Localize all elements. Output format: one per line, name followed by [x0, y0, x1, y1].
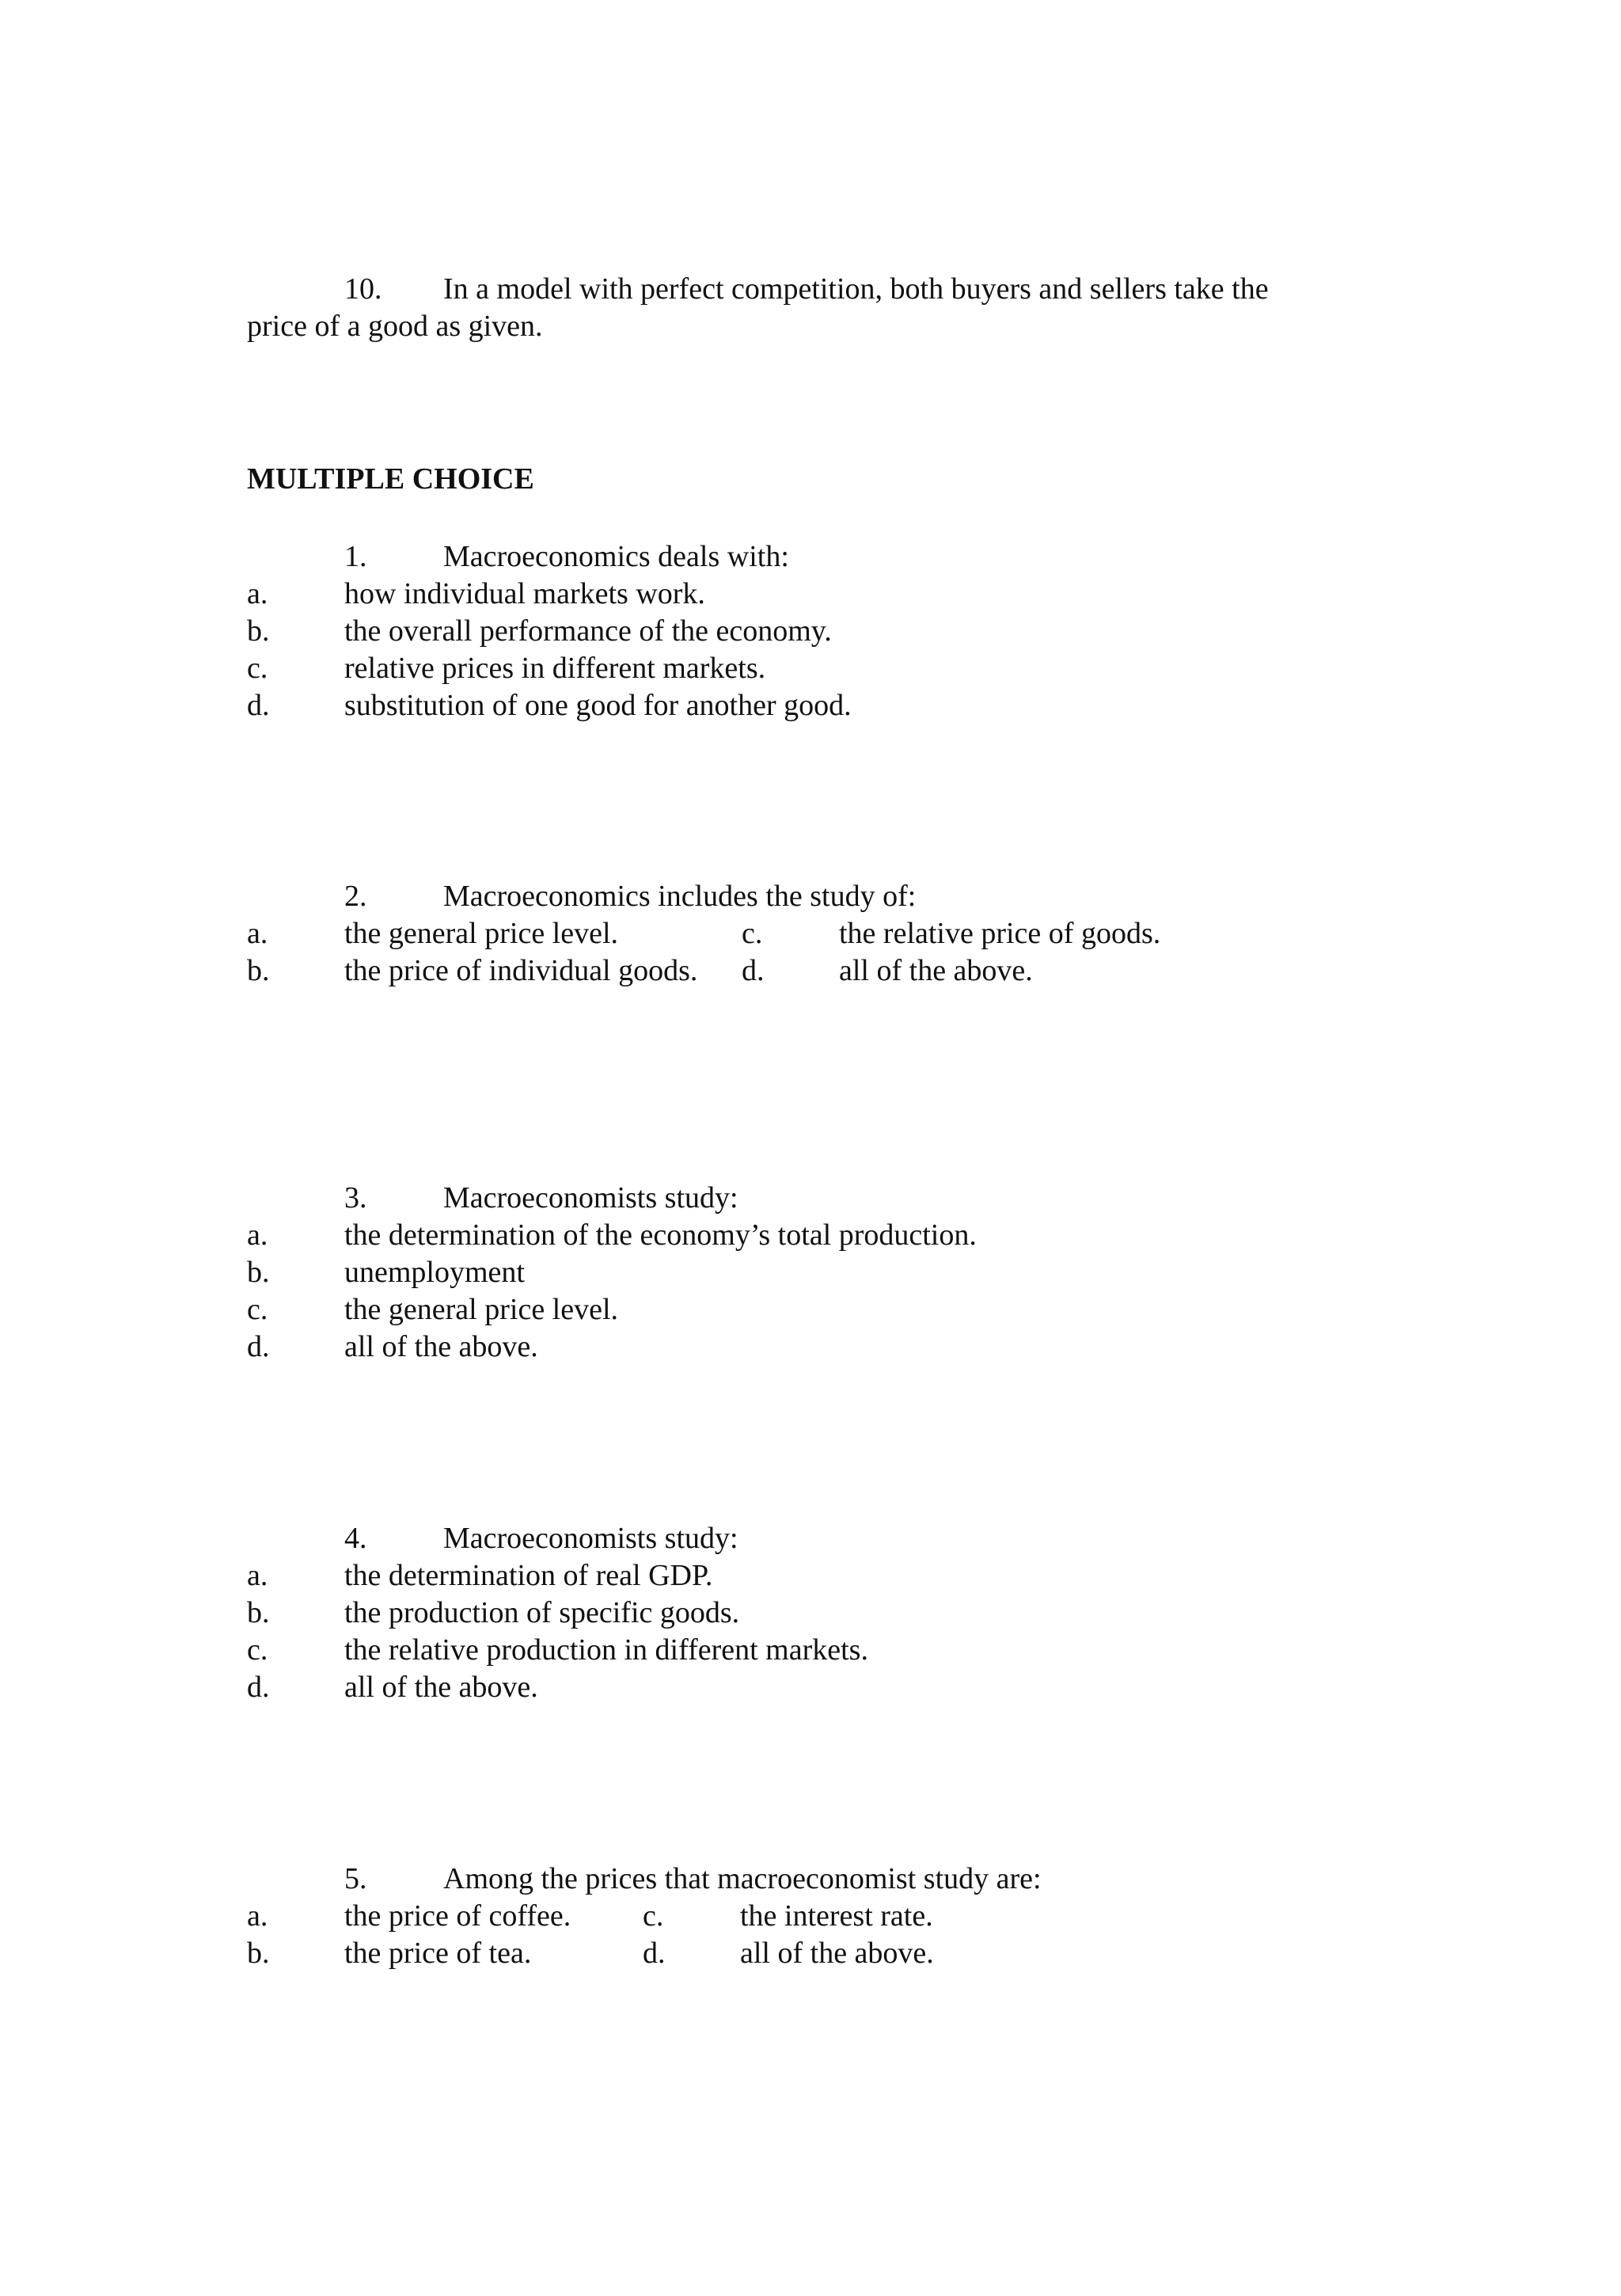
question-number: 3.	[344, 1181, 367, 1215]
option-letter: c.	[742, 917, 763, 950]
tf-item-10-line1	[344, 271, 1269, 308]
question-text: Macroeconomists study:	[443, 1522, 738, 1555]
option-text: the relative production in different markets.	[344, 1633, 868, 1667]
option-text: the determination of the economy’s total production.	[344, 1218, 977, 1252]
option-letter: b.	[247, 954, 270, 987]
option-text: how individual markets work.	[344, 577, 705, 610]
tf-item-10-line2: price of a good as given.	[247, 310, 543, 343]
question-number: 4.	[344, 1522, 367, 1555]
option-text: substitution of one good for another good.	[344, 689, 852, 722]
question-text: Macroeconomics includes the study of:	[443, 880, 917, 913]
option-letter: b.	[247, 614, 270, 648]
option-letter: b.	[247, 1937, 270, 1970]
option-letter: c.	[643, 1899, 664, 1933]
option-text: the price of tea.	[344, 1937, 532, 1970]
option-text: the interest rate.	[740, 1899, 933, 1933]
option-text: the price of coffee.	[344, 1899, 571, 1933]
option-letter: a.	[247, 917, 268, 950]
question-number: 5.	[344, 1862, 367, 1895]
option-text: relative prices in different markets.	[344, 652, 766, 685]
question-text: Macroeconomics deals with:	[443, 540, 789, 573]
question-4-stem	[344, 1520, 738, 1557]
option-letter: d.	[247, 689, 270, 722]
option-text: the general price level.	[344, 917, 619, 950]
option-text: all of the above.	[740, 1937, 934, 1970]
option-letter: b.	[247, 1596, 270, 1629]
option-letter: a.	[247, 577, 268, 610]
question-number: 2.	[344, 880, 367, 913]
option-letter: c.	[247, 1633, 268, 1667]
tf-item-text-line1: In a model with perfect competition, both buyers and sellers take the	[443, 272, 1269, 306]
option-text: the production of specific goods.	[344, 1596, 740, 1629]
option-letter: d.	[247, 1330, 270, 1363]
option-letter: a.	[247, 1899, 268, 1933]
option-text: unemployment	[344, 1256, 525, 1289]
section-heading: MULTIPLE CHOICE	[247, 462, 534, 496]
option-letter: d.	[247, 1671, 270, 1704]
option-letter: d.	[742, 954, 765, 987]
option-text: the overall performance of the economy.	[344, 614, 832, 648]
option-text: the general price level.	[344, 1293, 619, 1326]
question-1-stem	[344, 538, 789, 576]
option-text: the price of individual goods.	[344, 954, 698, 987]
option-letter: c.	[247, 652, 268, 685]
option-text: all of the above.	[344, 1671, 538, 1704]
option-letter: d.	[643, 1937, 666, 1970]
question-text: Among the prices that macroeconomist study are:	[443, 1862, 1042, 1895]
option-letter: c.	[247, 1293, 268, 1326]
question-number: 1.	[344, 540, 367, 573]
question-3-stem	[344, 1180, 738, 1217]
question-2-stem	[344, 878, 916, 915]
option-text: the relative price of goods.	[839, 917, 1161, 950]
option-text: all of the above.	[839, 954, 1033, 987]
tf-item-number: 10.	[344, 272, 382, 306]
question-5-stem	[344, 1861, 1042, 1898]
option-text: the determination of real GDP.	[344, 1559, 713, 1592]
option-text: all of the above.	[344, 1330, 538, 1363]
option-letter: a.	[247, 1218, 268, 1252]
question-text: Macroeconomists study:	[443, 1181, 738, 1215]
option-letter: b.	[247, 1256, 270, 1289]
option-letter: a.	[247, 1559, 268, 1592]
